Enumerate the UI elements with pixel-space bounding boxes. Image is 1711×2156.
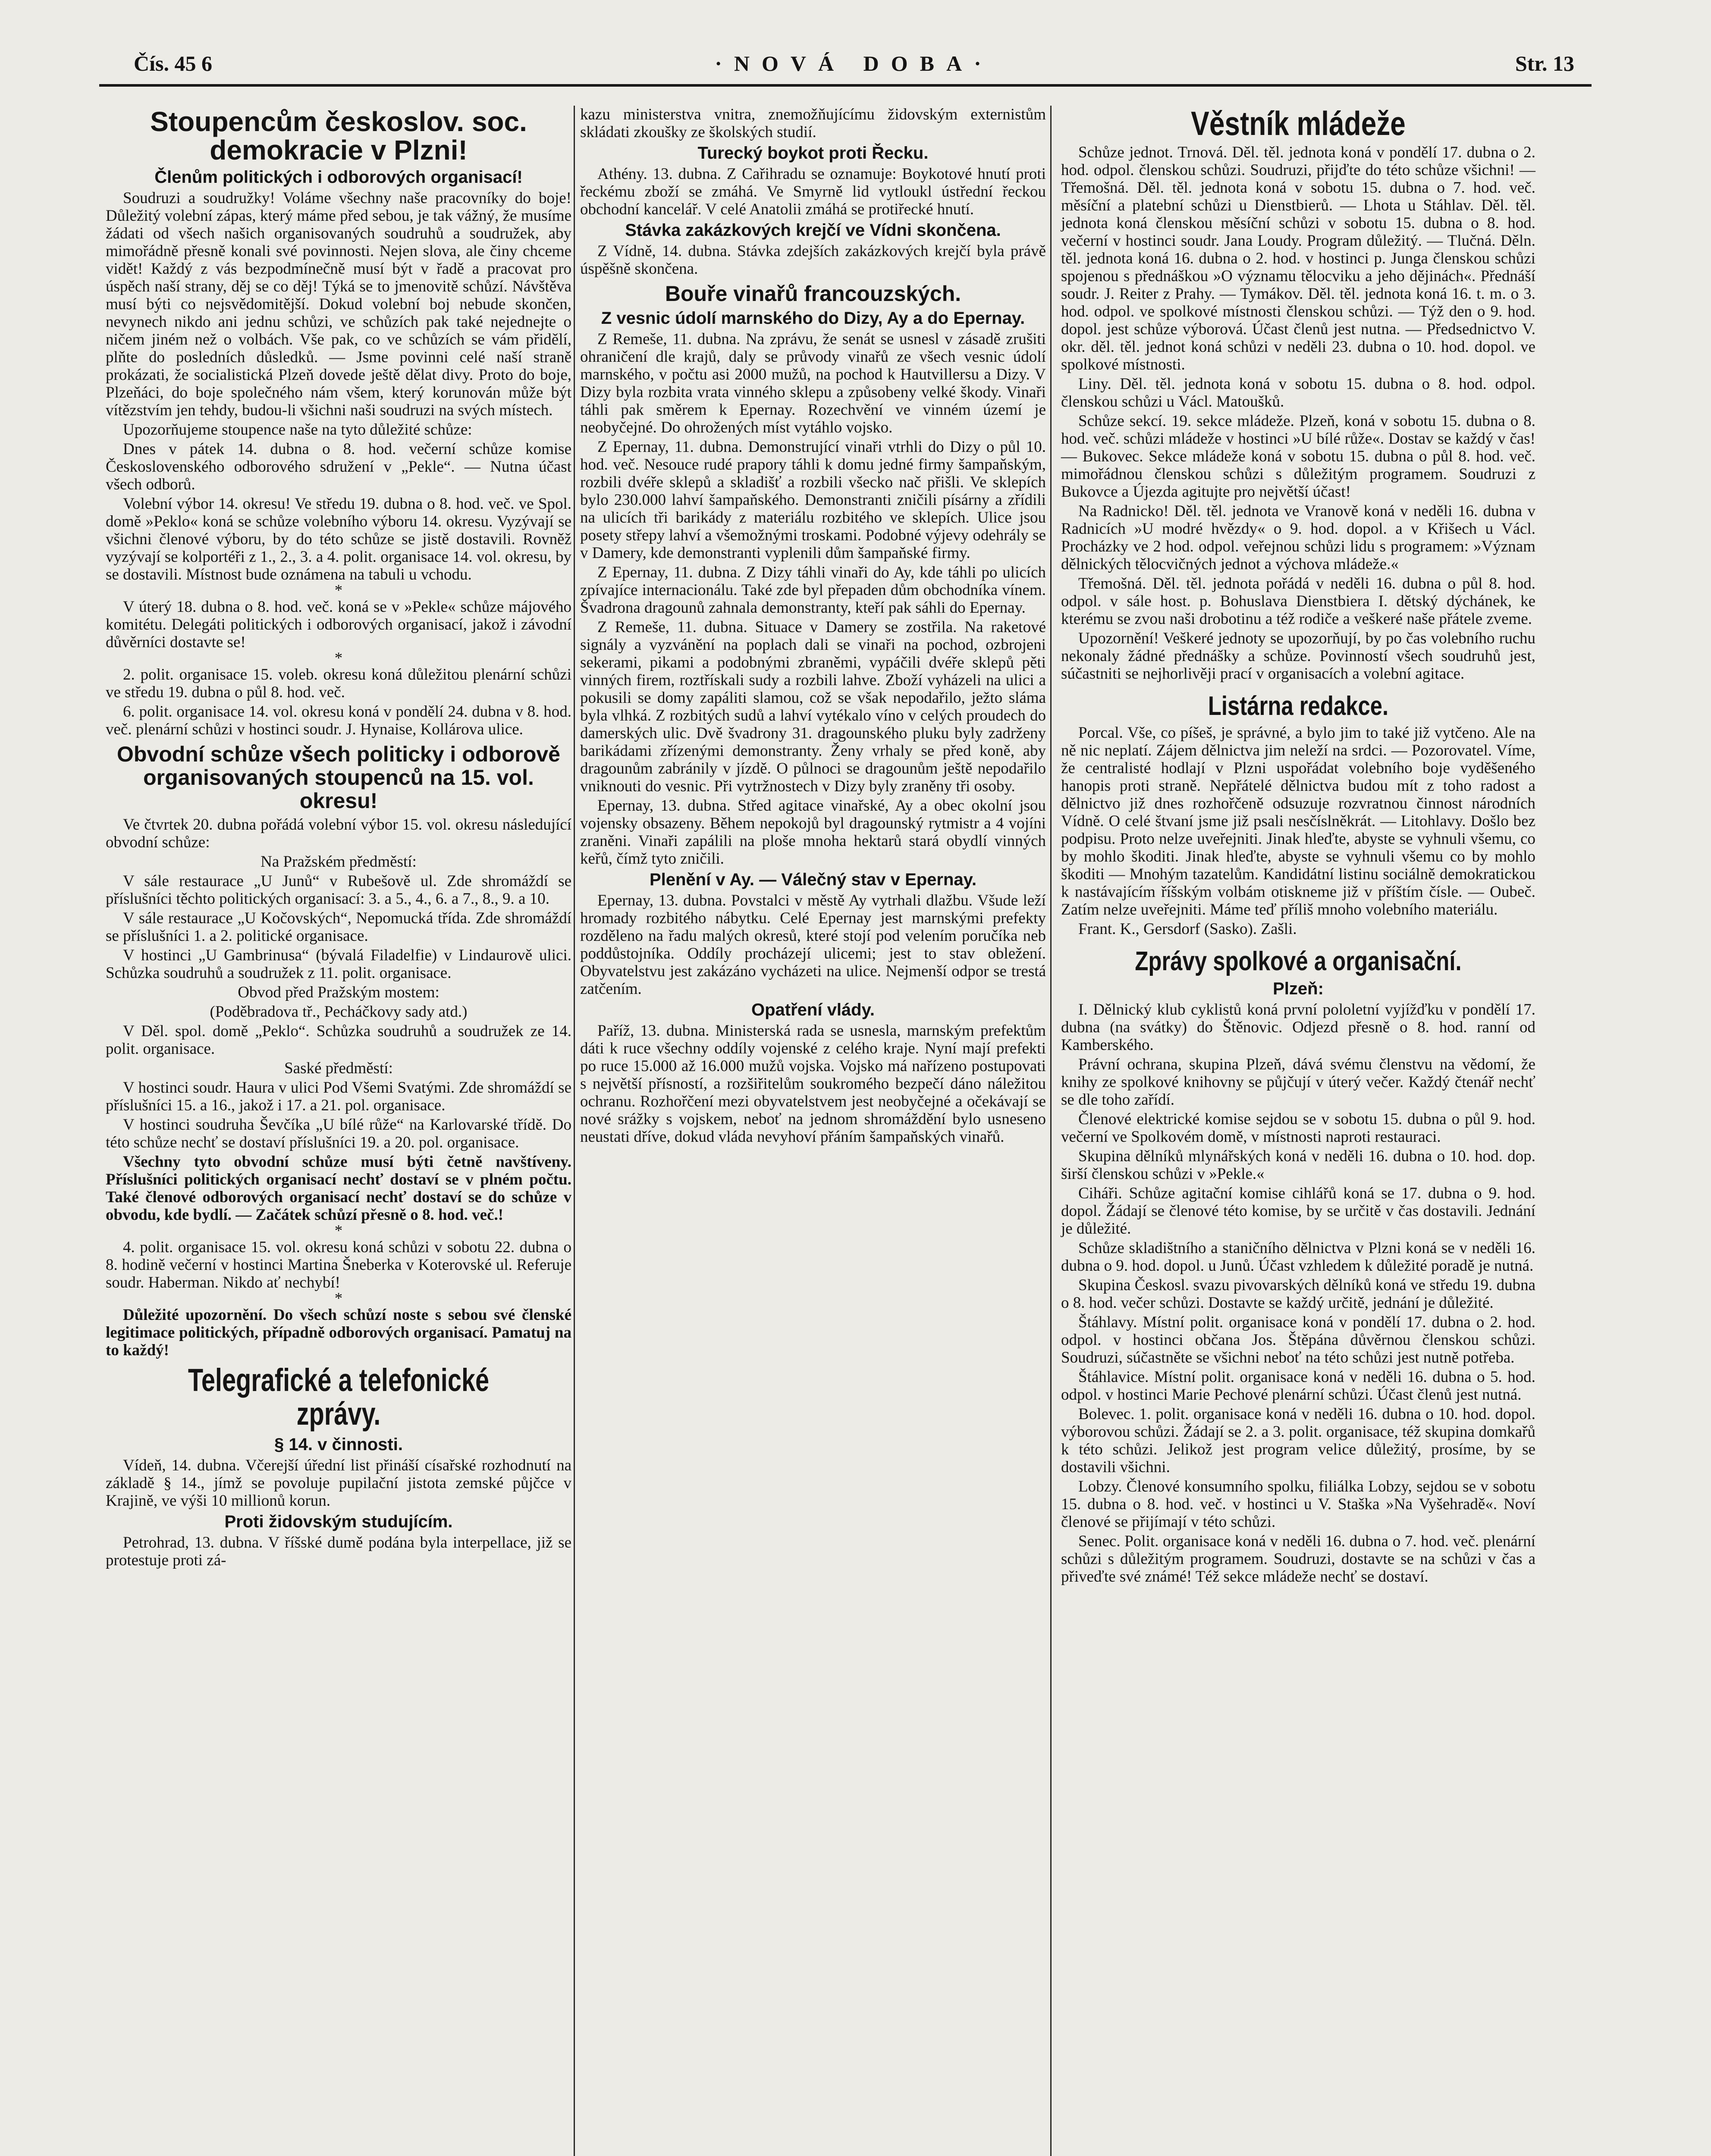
paragraph: 6. polit. organisace 14. vol. okresu koná v pondělí 24. dubna v 8. hod. več. plenární schůzi v hostinci soudr. J. Hynaise, Kollárova ulice. [106,703,571,738]
column-rule [574,106,575,2156]
paragraph: Soudruzi a soudružky! Voláme všechny naše pracovníky do boje! Důležitý volební zápas, který máme před sebou, je tak vážný, že musíme žádati od všech našich organisovaných soudruhů a soudružek, aby mimořádně přesně konali své povinnosti. Nejen slova, ale činy chceme vidět! Každý z vás bezpodmínečně musí být v řadě a pracovat pro úspěch naší strany, děj se co děj! Týká se to jmenovitě schůzí. Návštěva musí býti co nejsvědomitější. Dokud volební boj nebude skončen, nevynech nikdo ani jednu schůzi, ve schůzích pak také nejednejte o ničem jiném než o volbách. Vše pak, co ve schůzích se vám přidělí, plňte do posledních důsledků. — Jsme povinni celé naší straně prokázati, že socialistická Plzeň dovede ještě dělat divy. Proto do boje, Plzeňáci, do boje společného nám všem, který korunován může být vítězstvím jen tehdy, budou-li všichni naši soudruzi na svých místech. [106,189,571,419]
paragraph: Senec. Polit. organisace koná v neděli 16. dubna o 7. hod. več. plenární schůzi s důležitým programem. Soudruzi, dostavte se na schůzi v čas a přiveďte své známé! Též sekce mládeže nechť se dostaví. [1061,1532,1535,1586]
paragraph: Dnes v pátek 14. dubna o 8. hod. večerní schůze komise Československého odborového sdružení v „Pekle“. — Nutna účast všech odborů. [106,440,571,493]
paragraph: Athény. 13. dubna. Z Cařihradu se oznamuje: Boykotové hnutí proti řeckému zboží se zmáhá. Ve Smyrně lid vytloukl ústřední řeckou obchodní kancelář. V celé Anatolii zmáhá se protiřecké hnutí. [580,165,1046,218]
article-headline: Turecký boykot proti Řecku. [697,144,929,163]
page-header [134,51,1574,77]
paragraph: Vídeň, 14. dubna. Včerejší úřední list přináší císařské rozhodnutí na základě § 14., jímž se povoluje pupilační jistota zemské půjčce v Krajině, ve výši 10 millionů korun. [106,1457,571,1510]
column-2 [580,106,1046,1147]
paragraph: Ve čtvrtek 20. dubna pořádá volební výbor 15. vol. okresu následující obvodní schůze: [106,816,571,851]
article-subheadline: Plzeň: [1273,979,1324,998]
paragraph: Štáhlavy. Místní polit. organisace koná v pondělí 17. dubna o 2. hod. odpol. v hostinci občana Jos. Štěpána důvěrnou členskou schůzi. Soudruzi, súčastněte se všichni neboť na této schůzi jest nutně potřeba. [1061,1313,1535,1366]
article-headline: Opatření vlády. [751,1000,875,1019]
paragraph: Schůze jednot. Trnová. Děl. těl. jednota koná v pondělí 17. dubna o 2. hod. odpol. členskou schůzi. Soudruzi, přijďte do této schůze všichni! — Třemošná. Děl. těl. jednota koná v sobotu 15. dubna o 7. hod. več. měsíční a platební schůzi u Dienstbierů. — Lhota u Stáhlav. Děl. těl. jednota koná členskou měsíční schůzi v sobotu 15. dubna o 8. hod. večerní v hostinci soudr. Jana Loudy. Program důležitý. — Tlučná. Děln. těl. jednota koná 16. dubna o 2. hod. v hostinci p. Junga členskou schůzi spojenou s přednáškou »O významu tělocviku a jeho dějinách«. Přednáší soudr. J. Reiter z Prahy. — Tymákov. Děl. těl. jednota koná 16. t. m. o 3. hod. odpol. ve spolkové místnosti členskou schůzi. — Týž den o 9. hod. dopol. jest schůze výborová. Účast členů jest nutna. — Předsednictvo V. okr. děl. těl. jednot koná schůzi v neděli 23. dubna o 10. hod. dopol. ve spolkové místnosti. [1061,144,1535,373]
paragraph: Z Epernay, 11. dubna. Z Dizy táhli vinaři do Ay, kde táhli po ulicích zpívajíce internacionálu. Také zde byl přepaden dům obchodníka vínem. Švadrona dragounů zahnala demonstranty, kteří pak sáhli do Epernay. [580,564,1046,617]
paragraph: Schůze skladištního a staničního dělnictva v Plzni koná se v neděli 16. dubna o 9. hod. dopol. u Junů. Účast vzhledem k důležité poradě je nutná. [1061,1239,1535,1275]
paragraph: Všechny tyto obvodní schůze musí býti četně navštíveny. Příslušníci politických organisací nechť dostaví se v plném počtu. Také členové odborových organisací nechť dostaví se do schůze v obvodu, kde bydlí. — Začátek schůzí přesně o 8. hod. več.! [106,1153,571,1224]
separator-star: * [334,1222,343,1240]
paragraph: V sále restaurace „U Kočovských“, Nepomucká třída. Zde shromáždí se příslušníci 1. a 2. politické organisace. [106,909,571,945]
article-headline: Bouře vinařů francouzských. [665,282,961,306]
paragraph: Petrohrad, 13. dubna. V říšské dumě podána byla interpellace, již se protestuje proti zá- [106,1534,571,1569]
article-headline: Obvodní schůze všech politicky i odborově organisovaných stoupenců na 15. vol. okresu! [116,742,560,813]
article-headline: Proti židovským studujícím. [224,1512,453,1531]
paragraph: V Děl. spol. domě „Peklo“. Schůzka soudruhů a soudružek ze 14. polit. organisace. [106,1022,571,1058]
column-rule [1050,106,1052,2156]
paragraph: 2. polit. organisace 15. voleb. okresu koná důležitou plenární schůzi ve středu 19. dubna o půl 8. hod. več. [106,666,571,701]
paragraph: 4. polit. organisace 15. vol. okresu koná schůzi v sobotu 22. dubna o 8. hodině večerní v hostinci Martina Šneberka v Koterovské ul. Referuje soudr. Haberman. Nikdo ať nechybí! [106,1238,571,1291]
paragraph: Z Epernay, 11. dubna. Demonstrující vinaři vtrhli do Dizy o půl 10. hod. več. Nesouce rudé prapory táhli k domu jedné firmy šampaňským, rozbili dvéře sklepů a skladišť a rozbili všecko nač přišli. Ve sklepích bylo 230.000 lahví šampaňského. Demonstranti zničili písárny a zřídili na ulicích tři barikády z materiálu rozbitého ve sklepích. Ulice jsou posety střepy lahví a všemožnými troskami. Podobné výjevy odehrály se v Damery, kde demonstranti vyplenili dům šampaňské firmy. [580,438,1046,562]
paragraph: V sále restaurace „U Junů“ v Rubešově ul. Zde shromáždí se příslušníci těchto politických organisací: 3. a 5., 4., 6. a 7., 8., 9. a 10. [106,872,571,908]
paragraph: Na Radnicko! Děl. těl. jednota ve Vranově koná v neděli 16. dubna v Radnicích »U modré hvězdy« o 9. hod. dopol. a v Křišech u Václ. Procházky ve 2 hod. odpol. veřejnou schůzi lidu s programem: »Význam dělnických tělocvičných jednot a výchova mládeže.« [1061,502,1535,573]
paragraph: Paříž, 13. dubna. Ministerská rada se usnesla, marnským prefektům dáti k ruce všechny oddíly vojenské z celého kraje. Nyní mají prefekti po ruce 15.000 až 16.000 mužů vojska. Vojsko má nařízeno postupovati s největší přísností, a rozšiřitelům soukromého bezpečí dáno náležitou ochranu. Rozhořčení mezi obyvatelstvem jest neobyčejné a očekávají se nové srážky s vojskem, neboť na jednom shromáždění bylo usneseno neustati dříve, dokud vláda nevyhoví přáním šampaňských vinařů. [580,1022,1046,1146]
paragraph: Štáhlavice. Místní polit. organisace koná v neděli 16. dubna o 5. hod. odpol. v hostinci Marie Pechové plenární schůzi. Účast členů jest nutná. [1061,1368,1535,1404]
section-headline: Zprávy spolkové a organisační. [1135,946,1462,976]
district-heading: Na Pražském předměstí: [261,853,417,871]
paragraph: Porcal. Vše, co píšeš, je správné, a bylo jim to také již vytčeno. Ale na ně nic neplatí. Zájem dělnictva jim neleží na srdci. — Pozorovatel. Víme, že centralisté hodlají v Plzni uspořádat volebního boje vyděšeného hanopis proti straně. Nepřátelé dělnictva budou mít z toho radost a dělnictvo již dnes rozhořčeně odsuzuje rozvratnou činnost národních Vídně. O celé štvaní jsme již psali nesčíslněkrát. — Litohlavy. Došlo bez podpisu. Proto nelze uveřejniti. Jinak hleďte, abyste se vyhnuli všemu, co by mohlo škoditi. Jinak hleďte, abyste se vyhnuli všemu co by mohlo škoditi — Mnohým tazatelům. Kandidátní listinu sociálně demokratickou k nastávajícím říšským volbám otiskneme již v příštím čísle. — Oubeč. Zatím nelze uveřejniti. Máme teď příliš mnoho volebního materiálu. [1061,724,1535,918]
separator-star: * [334,1290,343,1307]
article-headline: Stávka zakázkových krejčí ve Vídni skončena. [625,221,1001,240]
paragraph: Schůze sekcí. 19. sekce mládeže. Plzeň, koná v sobotu 15. dubna o 8. hod. več. schůzi mládeže v hostinci »U bílé růže«. Dostav se každý v čas! — Bukovec. Sekce mládeže koná v sobotu 15. dubna o půl 8. hod. več. mimořádnou členskou schůzi s důležitým programem. Soudruzi z Bukovce a Újezda agitujte pro největší účast! [1061,412,1535,501]
paragraph: Právní ochrana, skupina Plzeň, dává svému členstvu na vědomí, že knihy ze spolkové knihovny se půjčují v úterý večer. Každý čtenář nechť se dle toho zařídí. [1061,1056,1535,1109]
paragraph: Z Remeše, 11. dubna. Na zprávu, že senát se usnesl v zásadě zrušiti ohraničení dle krajů, daly se průvody vinařů ze všech vesnic údolí marnského, v počtu asi 2000 mužů, na pochod k Hautvillersu a Dizy. V Dizy byla rozbita vrata vinného sklepu a způsobeny velké škody. Vinaři táhli pak směrem k Epernay. Rozechvění ve vinném území je neobyčejné. Do ohrožených míst vytáhlo vojsko. [580,330,1046,436]
paragraph: Frant. K., Gersdorf (Sasko). Zašli. [1078,920,1297,938]
paragraph: Bolevec. 1. polit. organisace koná v neděli 16. dubna o 10. hod. dopol. výborovou schůzi. Žádají se 2. a 3. polit. organisace, též skupina domkařů k této schůzi. Jelikož jest program velice důležitý, prosíme, by se dostavili všichni. [1061,1405,1535,1476]
paragraph: V úterý 18. dubna o 8. hod. več. koná se v »Pekle« schůze májového komitétu. Delegáti politických i odborových organisací, jakož i závodní důvěrníci dostavte se! [106,598,571,651]
paragraph: Ciháři. Schůze agitační komise cihlářů koná se 17. dubna o 9. hod. dopol. Žádají se členové této komise, by se určitě v čas dostavili. Jednání je důležité. [1061,1185,1535,1238]
paragraph: Liny. Děl. těl. jednota koná v sobotu 15. dubna o 8. hod. odpol. členskou schůzi u Václ. Matoušků. [1061,375,1535,411]
paragraph: Skupina Českosl. svazu pivovarských dělníků koná ve středu 19. dubna o 8. hod. večer schůzi. Dostavte se každý určitě, jednání je důležité. [1061,1276,1535,1312]
separator-star: * [334,649,343,667]
paragraph: Důležité upozornění. Do všech schůzí noste s sebou své členské legitimace politických, případně odborových organisací. Pamatuj na to každý! [106,1306,571,1359]
paragraph: Upozorňujeme stoupence naše na tyto důležité schůze: [123,421,472,439]
district-note: (Poděbradova tř., Pecháčkovy sady atd.) [210,1003,468,1021]
column-1 [106,106,571,1571]
paragraph: Třemošná. Děl. těl. jednota pořádá v neděli 16. dubna o půl 8. hod. odpol. v sále host. p. Bohuslava Dienstbiera I. dětský dýchánek, ke kterému se zvou naši drobotinu a též rodiče a veškeré naše přátele zveme. [1061,575,1535,628]
district-heading: Obvod před Pražským mostem: [238,984,440,1001]
paragraph: V hostinci soudr. Haura v ulici Pod Všemi Svatými. Zde shromáždí se příslušníci 15. a 16., jakož i 17. a 21. pol. organisace. [106,1079,571,1114]
paragraph: V hostinci „U Gambrinusa“ (bývalá Filadelfie) v Lindaurově ulici. Schůzka soudruhů a soudružek z 11. polit. organisace. [106,946,571,982]
paragraph: Epernay, 13. dubna. Střed agitace vinařské, Ay a obec okolní jsou vojensky obsazeny. Během nepokojů byl dragounský rytmistr a 4 vojíni zraněni. Vinaři zapálili na ploše mnoha hektarů stará obydlí vinných keřů, čímž tyto zničili. [580,797,1046,868]
article-subheadline: Z vesnic údolí marnského do Dizy, Ay a do Epernay. [601,309,1025,328]
paragraph: Skupina dělníků mlynářských koná v neděli 16. dubna o 10. hod. dop. širší členskou schůzi v »Pekle.« [1061,1147,1535,1183]
article-headline: Plenění v Ay. — Válečný stav v Epernay. [649,870,977,889]
paragraph: Z Vídně, 14. dubna. Stávka zdejších zakázkových krejčí byla právě úspěšně skončena. [580,242,1046,278]
article-subheadline: Členům politických i odborových organisací! [154,168,523,187]
district-heading: Saské předměstí: [284,1059,393,1077]
paragraph: V hostinci soudruha Ševčíka „U bílé růže“ na Karlovarské třídě. Do této schůze nechť se dostaví příslušníci 19. a 20. pol. organisace. [106,1116,571,1151]
issue-number: Čís. 45 6 [134,51,212,75]
paragraph: Upozornění! Veškeré jednoty se upozorňují, by po čas volebního ruchu nekonaly žádné přednášky a schůze. Povinností všech soudruhů jest, súčastniti se nejhorlivěji prací v organisacích a volební agitace. [1061,630,1535,683]
paragraph: Členové elektrické komise sejdou se v sobotu 15. dubna o půl 9. hod. večerní ve Spolkovém domě, v místnosti naproti restauraci. [1061,1110,1535,1146]
paragraph: Z Remeše, 11. dubna. Situace v Damery se zostřila. Na raketové signály a vyzvánění na poplach dali se vinaři na pochod, ozbrojeni sekerami, pikami a podobnými zbraněmi, vypáčili dvéře sklepů pěti vinných firem, roztřískali sudy a rozbili lahve. Zboží vyházeli na ulici a pokusili se domy zapáliti slamou, což se však nepodařilo, ježto sláma byla vlhká. Z rozbitých sudů a lahví vytékalo víno v celých proudech do damerských ulic. Dvě švadrony 31. dragounského pluku byly zadrženy barikádami zřízenými demonstranty. Ženy vrhaly se před koně, aby dragounům zabránily v jízdě. O půlnoci se dragounům ještě nepodařilo vniknouti do vesnic. Při vytržnostech v Dizy byly zraněny tři osoby. [580,618,1046,795]
section-headline: Listárna redakce. [1208,691,1389,721]
column-3 [1061,106,1535,1587]
page-number: Str. 13 [1515,51,1574,75]
section-headline: Telegrafické a telefonické zprávy. [188,1362,490,1432]
paragraph: Volební výbor 14. okresu! Ve středu 19. dubna o 8. hod. več. ve Spol. domě »Peklo« koná se schůze volebního výboru 14. okresu. Vyzývají se všichni členové výboru, by do této schůze se jistě dostavili. Rovněž vyzývají se kolportéři z 1., 2., 3. a 4. polit. organisace 14. vol. okresu, by se dostavili. Místnost bude oznámena na tabuli u vchodu. [106,495,571,583]
article-headline: § 14. v činnosti. [274,1435,403,1454]
masthead: ·NOVÁ DOBA· [715,51,993,75]
paragraph: I. Dělnický klub cyklistů koná první pololetní vyjížďku v pondělí 17. dubna (na svátky) do Štěnovic. Odjezd přesně o 8. hod. ranní od Kamberského. [1061,1001,1535,1054]
article-headline: Stoupencům českoslov. soc. demokracie v Plzni! [150,106,527,166]
paragraph: kazu ministerstva vnitra, znemožňujícímu židovským externistům skládati zkoušky ze školských studií. [580,106,1046,141]
separator-star: * [334,582,343,599]
paragraph: Lobzy. Členové konsumního spolku, filiálka Lobzy, sejdou se v sobotu 15. dubna o 8. hod. več. v hostinci u V. Staška »Na Vyšehradě«. Noví členové se přijímají v této schůzi. [1061,1478,1535,1531]
paragraph: Epernay, 13. dubna. Povstalci v městě Ay vytrhali dlažbu. Všude leží hromady rozbitého nábytku. Celé Epernay jest marnskými prefekty rozděleno na řadu malých okresů, které stojí pod velením poručíka neb poddůstojníka. Oddíly procházejí ulicemi; jest to stav obležení. Obyvatelstvu jest zakázáno vycházeti na ulice. Nejmenší odpor se trestá zatčením. [580,892,1046,998]
section-headline: Věstník mládeže [1191,104,1406,142]
header-rule [99,84,1592,87]
